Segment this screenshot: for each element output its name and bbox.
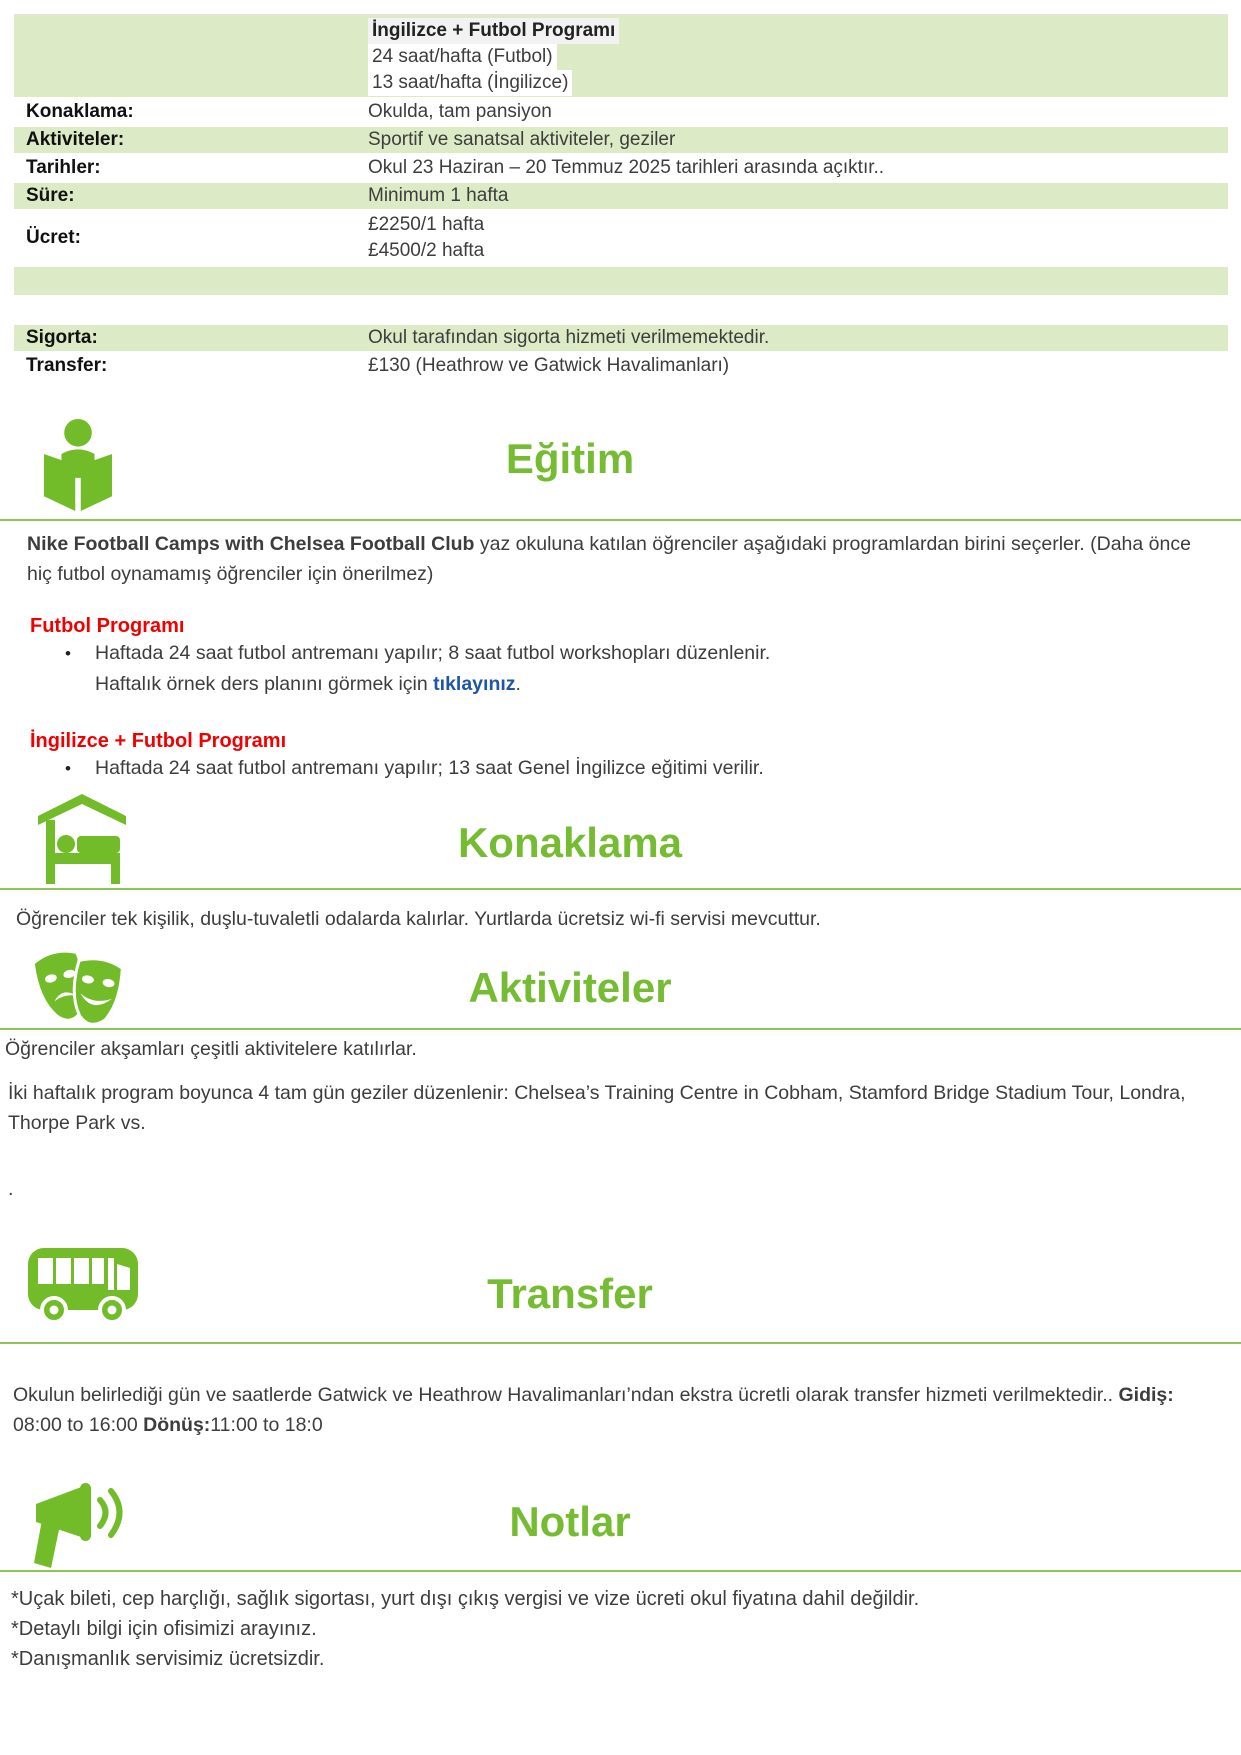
donus-label: Dönüş:: [143, 1414, 211, 1436]
section-title-konaklama: Konaklama: [457, 819, 683, 866]
subheading-futbol-programi: Futbol Programı: [30, 615, 185, 637]
section-title-transfer: Transfer: [487, 1270, 653, 1317]
ingilizce-bullet-list: [0, 753, 1241, 784]
value-cell: Sportif ve sanatsal aktiviteler, geziler: [346, 127, 1228, 153]
futbol-bullet-list: [0, 638, 1241, 700]
table-row-sure: [14, 183, 1228, 209]
section-divider: [0, 519, 1241, 521]
value-cell: [346, 297, 1228, 323]
stray-period: .: [8, 1178, 14, 1200]
section-notlar-header: [0, 1478, 1140, 1570]
label-cell: [14, 15, 346, 97]
price-line: £4500/2 hafta: [368, 240, 485, 261]
bullet-item: • Haftada 24 saat futbol antremanı yapılır; 13 saat Genel İngilizce eğitimi verilir.: [95, 753, 1241, 784]
aktiviteler-paragraph-1: Öğrenciler akşamları çeşitli aktivitelere katılırlar.: [5, 1038, 417, 1060]
section-title-egitim: Eğitim: [505, 435, 635, 482]
value-cell: Okul 23 Haziran – 20 Temmuz 2025 tarihleri arasında açıktır..: [368, 157, 885, 178]
value-cell: Minimum 1 hafta: [346, 183, 1228, 209]
value-cell: [346, 267, 1228, 295]
aktiviteler-paragraph-2: İki haftalık program boyunca 4 tam gün geziler düzenlenir: Chelsea’s Training Centre in Cobham, Stamford Bridge Stadium Tour, Londra, Thorpe Park vs.: [8, 1082, 1186, 1134]
section-aktiviteler-header: [0, 940, 1140, 1028]
value-cell: Okulda, tam pansiyon: [368, 101, 552, 122]
bed-icon: [32, 788, 132, 891]
theater-masks-icon: [28, 936, 132, 1037]
egitim-intro-paragraph: Nike Football Camps with Chelsea Football Club yaz okuluna katılan öğrenciler aşağıdaki programlardan birini seçerler. (Daha önce hiç futbol oynamamış öğrenciler için önerilmez): [27, 533, 1191, 585]
note-line: *Danışmanlık servisimiz ücretsizdir.: [11, 1648, 325, 1670]
price-line: £2250/1 hafta: [368, 214, 485, 235]
section-title-aktiviteler: Aktiviteler: [468, 964, 672, 1011]
table-row-ucret: [14, 211, 1228, 265]
label-cell: Tarihler:: [26, 157, 101, 178]
section-title-notlar: Notlar: [509, 1498, 631, 1545]
label-cell: Ücret:: [26, 227, 81, 248]
table-row-program: [14, 15, 1228, 97]
table-row-spacer: [14, 297, 1228, 323]
label-cell: [14, 297, 346, 323]
gidis-label: Gidiş:: [1118, 1384, 1174, 1406]
value-cell: £130 (Heathrow ve Gatwick Havalimanları): [368, 355, 730, 376]
note-line: *Uçak bileti, cep harçlığı, sağlık sigortası, yurt dışı çıkış vergisi ve vize ücreti okul fiyatına dahil değildir.: [11, 1588, 920, 1610]
sample-plan-link[interactable]: tıklayınız: [433, 673, 516, 695]
label-cell: Süre:: [14, 183, 346, 209]
label-cell: Aktiviteler:: [14, 127, 346, 153]
section-transfer-header: [0, 1242, 1140, 1342]
section-egitim-header: [0, 409, 1140, 509]
section-konaklama-header: [0, 788, 1140, 888]
table-row-transfer: [14, 353, 1228, 379]
camp-name-bold: Nike Football Camps with Chelsea Football Club: [27, 533, 475, 555]
table-row-tarihler: [14, 155, 1228, 181]
subheading-ingilizce-futbol: İngilizce + Futbol Programı: [30, 730, 287, 752]
label-cell: Transfer:: [26, 355, 108, 376]
label-cell: Konaklama:: [26, 101, 134, 122]
program-name: İngilizce + Futbol Programı: [368, 18, 619, 44]
program-detail: 24 saat/hafta (Futbol): [368, 44, 557, 70]
program-table: [14, 14, 1228, 379]
table-row-empty: [14, 267, 1228, 295]
reading-person-icon: [32, 417, 124, 518]
value-cell: [346, 211, 1228, 265]
bus-icon: [24, 1244, 142, 1331]
table-row-konaklama: [14, 99, 1228, 125]
table-row-aktiviteler: [14, 127, 1228, 153]
program-detail: 13 saat/hafta (İngilizce): [368, 70, 572, 96]
label-cell: [14, 267, 346, 295]
transfer-paragraph: Okulun belirlediği gün ve saatlerde Gatwick ve Heathrow Havalimanları’ndan ekstra ücretli olarak transfer hizmeti verilmektedir.. Gidiş: 08:00 to 16:00 Dönüş:11:00 to 18:0: [13, 1384, 1174, 1436]
konaklama-paragraph: Öğrenciler tek kişilik, duşlu-tuvaletli odalarda kalırlar. Yurtlarda ücretsiz wi-fi servisi mevcuttur.: [16, 908, 821, 930]
label-cell: Sigorta:: [14, 325, 346, 351]
table-row-sigorta: [14, 325, 1228, 351]
megaphone-icon: [26, 1478, 130, 1575]
section-divider: [0, 1570, 1241, 1572]
note-line: *Detaylı bilgi için ofisimizi arayınız.: [11, 1618, 317, 1640]
bullet-item: • Haftada 24 saat futbol antremanı yapılır; 8 saat futbol workshopları düzenlenir. Haftalık örnek ders planını görmek için tıklayınız.: [95, 638, 1241, 700]
value-cell: [346, 15, 1228, 97]
notes-block: [11, 1584, 1211, 1674]
value-cell: Okul tarafından sigorta hizmeti verilmemektedir.: [346, 325, 1228, 351]
